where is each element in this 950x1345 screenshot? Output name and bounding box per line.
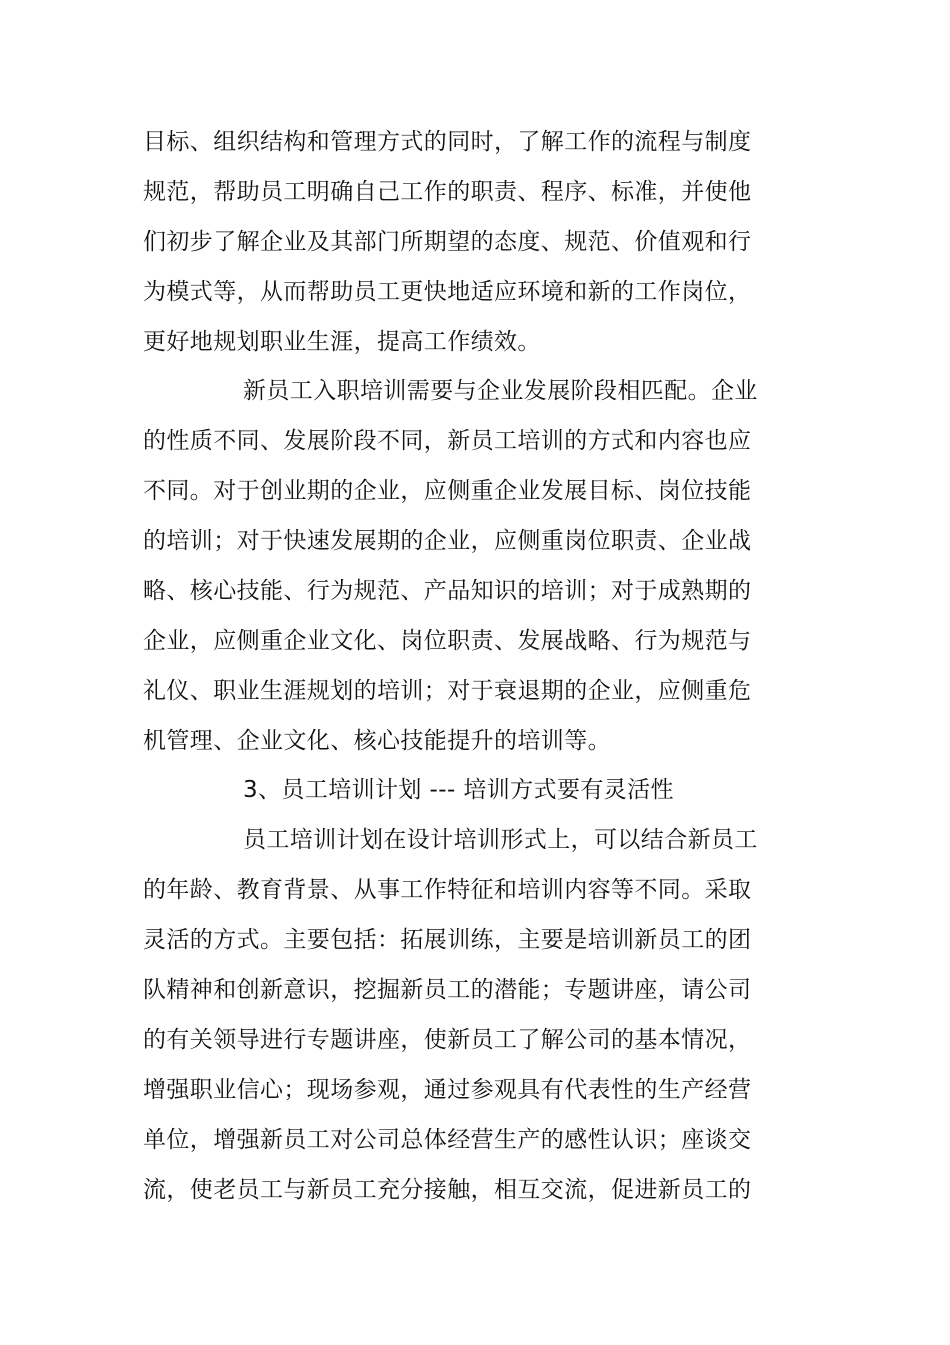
- paragraph-line: 的有关领导进行专题讲座，使新员工了解公司的基本情况，: [143, 1027, 752, 1053]
- paragraph-line: 队精神和创新意识，挖掘新员工的潜能；专题讲座，请公司: [143, 977, 752, 1003]
- paragraph-line: 们初步了解企业及其部门所期望的态度、规范、价值观和行: [143, 229, 752, 255]
- paragraph-line: 礼仪、职业生涯规划的培训；对于衰退期的企业，应侧重危: [143, 678, 752, 704]
- paragraph-line: 更好地规划职业生涯，提高工作绩效。: [143, 329, 541, 355]
- paragraph-line: 新员工入职培训需要与企业发展阶段相匹配。企业: [243, 378, 758, 404]
- paragraph-line: 目标、组织结构和管理方式的同时，了解工作的流程与制度: [143, 129, 752, 155]
- paragraph-line: 机管理、企业文化、核心技能提升的培训等。: [143, 728, 611, 754]
- paragraph-line: 略、核心技能、行为规范、产品知识的培训；对于成熟期的: [143, 578, 752, 604]
- paragraph-line: 的培训；对于快速发展期的企业，应侧重岗位职责、企业战: [143, 528, 752, 554]
- paragraph-line: 流，使老员工与新员工充分接触，相互交流，促进新员工的: [143, 1177, 752, 1203]
- paragraph-line: 为模式等，从而帮助员工更快地适应环境和新的工作岗位，: [143, 279, 752, 305]
- paragraph-line: 的性质不同、发展阶段不同，新员工培训的方式和内容也应: [143, 428, 752, 454]
- paragraph-line: 规范，帮助员工明确自己工作的职责、程序、标准，并使他: [143, 179, 752, 205]
- paragraph-line: 员工培训计划在设计培训形式上，可以结合新员工: [243, 827, 758, 853]
- paragraph-line: 的年龄、教育背景、从事工作特征和培训内容等不同。采取: [143, 877, 752, 903]
- paragraph-line: 增强职业信心；现场参观，通过参观具有代表性的生产经营: [143, 1077, 752, 1103]
- paragraph-line: 灵活的方式。主要包括：拓展训练，主要是培训新员工的团: [143, 927, 752, 953]
- paragraph-line: 不同。对于创业期的企业，应侧重企业发展目标、岗位技能: [143, 478, 752, 504]
- paragraph-line: 单位，增强新员工对公司总体经营生产的感性认识；座谈交: [143, 1127, 752, 1153]
- section-heading: 3、员工培训计划 --- 培训方式要有灵活性: [243, 777, 674, 803]
- paragraph-line: 企业，应侧重企业文化、岗位职责、发展战略、行为规范与: [143, 628, 752, 654]
